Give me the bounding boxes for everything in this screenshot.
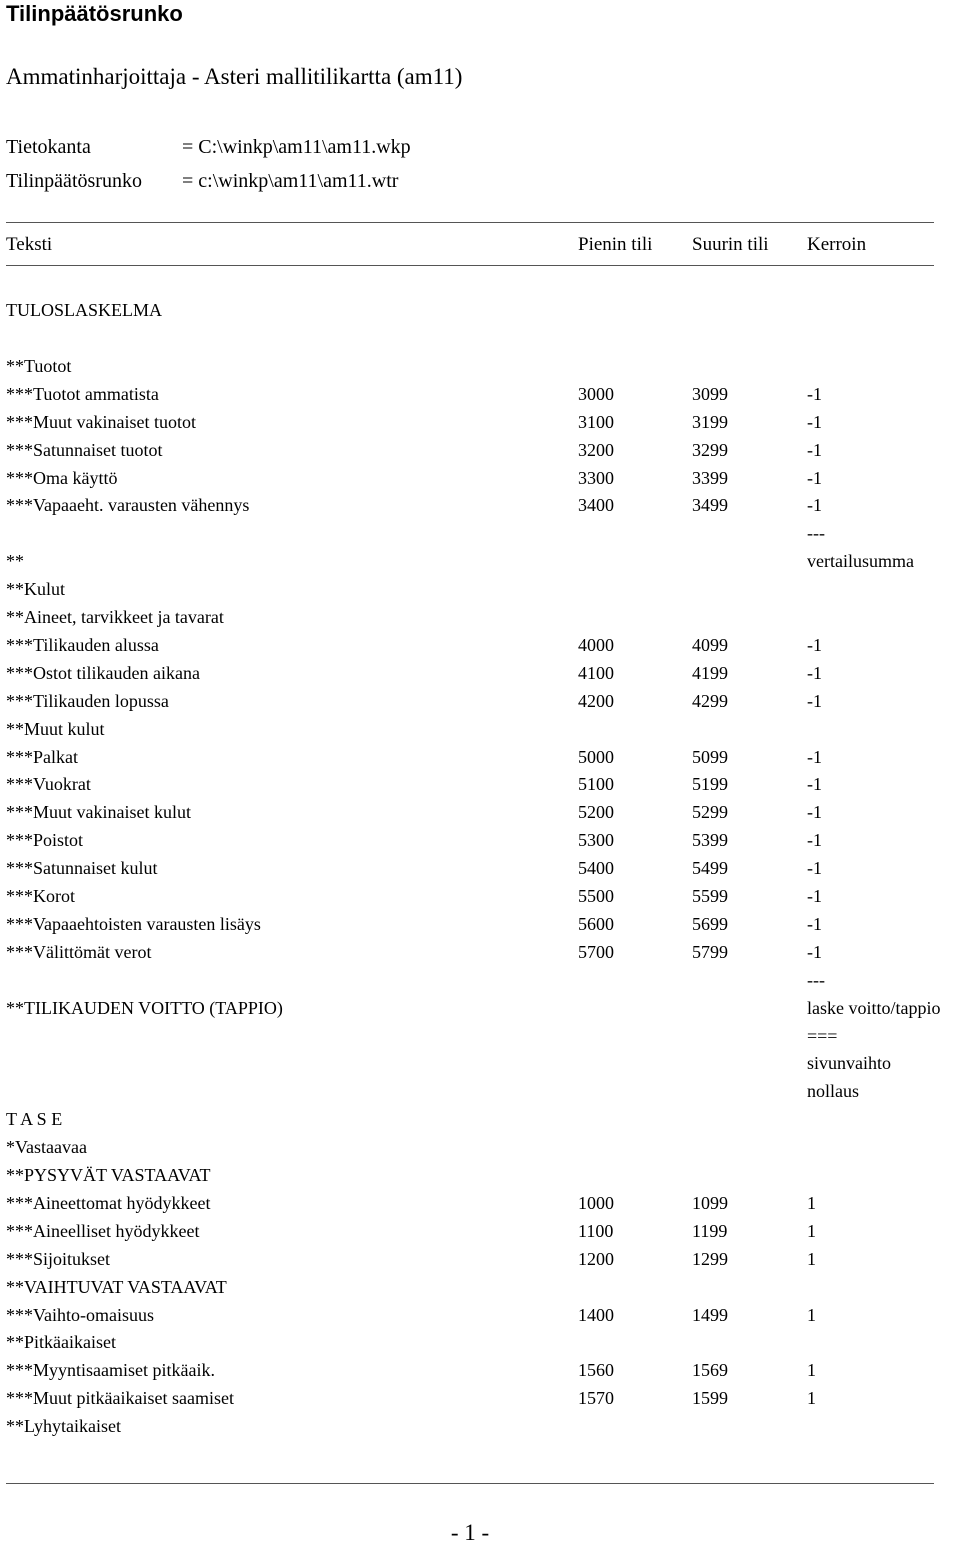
- row-coefficient: laske voitto/tappio: [807, 998, 941, 1018]
- row-coefficient: -1: [807, 942, 822, 962]
- column-header-k: Kerroin: [807, 234, 867, 255]
- row-min-account: 1200: [578, 1249, 614, 1269]
- row-min-account: 1560: [578, 1360, 614, 1380]
- row-min-account: 3200: [578, 440, 614, 460]
- row-text: ***Aineettomat hyödykkeet: [6, 1193, 211, 1213]
- account-row: [0, 884, 960, 908]
- row-min-account: 5700: [578, 942, 614, 962]
- row-coefficient: ---: [807, 970, 825, 990]
- row-coefficient: nollaus: [807, 1081, 859, 1101]
- row-max-account: 5099: [692, 747, 728, 767]
- row-text: **Tuotot: [6, 356, 72, 376]
- meta-value: = C:\winkp\am11\am11.wkp: [182, 136, 411, 158]
- row-max-account: 1569: [692, 1360, 728, 1380]
- row-min-account: 3100: [578, 412, 614, 432]
- row-text: **Kulut: [6, 579, 66, 599]
- account-row: [0, 689, 960, 713]
- row-coefficient: sivunvaihto: [807, 1053, 891, 1073]
- account-row: [0, 1024, 960, 1048]
- account-row: [0, 1051, 960, 1075]
- row-min-account: 4200: [578, 691, 614, 711]
- row-max-account: 3399: [692, 468, 728, 488]
- row-min-account: 5100: [578, 774, 614, 794]
- account-row: [0, 1191, 960, 1215]
- meta-value: = c:\winkp\am11\am11.wtr: [182, 170, 399, 192]
- row-max-account: 1099: [692, 1193, 728, 1213]
- account-row: [0, 605, 960, 629]
- account-row: [0, 1163, 960, 1187]
- row-max-account: 5399: [692, 830, 728, 850]
- account-row: [0, 968, 960, 992]
- row-max-account: 5199: [692, 774, 728, 794]
- account-row: [0, 577, 960, 601]
- row-max-account: 1299: [692, 1249, 728, 1269]
- row-text: ***Sijoitukset: [6, 1249, 111, 1269]
- row-coefficient: -1: [807, 691, 822, 711]
- account-row: [0, 298, 960, 322]
- account-row: [0, 438, 960, 462]
- account-row: [0, 354, 960, 378]
- row-coefficient: 1: [807, 1193, 816, 1213]
- row-min-account: 3400: [578, 495, 614, 515]
- row-text: *Vastaavaa: [6, 1137, 87, 1157]
- row-text: **Muut kulut: [6, 719, 105, 739]
- account-row: [0, 1386, 960, 1410]
- row-coefficient: -1: [807, 384, 822, 404]
- row-coefficient: -1: [807, 858, 822, 878]
- account-row: [0, 996, 960, 1020]
- row-max-account: 5499: [692, 858, 728, 878]
- account-row: [0, 1275, 960, 1299]
- row-max-account: 3199: [692, 412, 728, 432]
- row-min-account: 3300: [578, 468, 614, 488]
- account-row: [0, 940, 960, 964]
- row-max-account: 3499: [692, 495, 728, 515]
- account-row: [0, 1107, 960, 1131]
- row-text: ***Poistot: [6, 830, 84, 850]
- row-text: ***Oma käyttö: [6, 468, 118, 488]
- row-text: **TILIKAUDEN VOITTO (TAPPIO): [6, 998, 283, 1018]
- document-title: Tilinpäätösrunko: [6, 1, 183, 26]
- row-coefficient: -1: [807, 440, 822, 460]
- row-max-account: 4099: [692, 635, 728, 655]
- row-max-account: 5599: [692, 886, 728, 906]
- row-min-account: 4100: [578, 663, 614, 683]
- row-text: ***Muut pitkäaikaiset saamiset: [6, 1388, 234, 1408]
- account-row: [0, 912, 960, 936]
- account-row: [0, 382, 960, 406]
- row-text: ***Satunnaiset tuotot: [6, 440, 163, 460]
- account-row: [0, 549, 960, 573]
- account-row: [0, 410, 960, 434]
- account-row: [0, 1303, 960, 1327]
- account-row: [0, 717, 960, 741]
- row-max-account: 4299: [692, 691, 728, 711]
- row-text: TULOSLASKELMA: [6, 300, 162, 320]
- account-row: [0, 856, 960, 880]
- row-text: T A S E: [6, 1109, 63, 1129]
- row-min-account: 1570: [578, 1388, 614, 1408]
- row-text: ***Palkat: [6, 747, 78, 767]
- meta-label: Tilinpäätösrunko: [6, 170, 142, 192]
- row-text: ***Myyntisaamiset pitkäaik.: [6, 1360, 215, 1380]
- row-text: **Lyhytaikaiset: [6, 1416, 121, 1436]
- row-coefficient: ---: [807, 523, 825, 543]
- row-min-account: 1100: [578, 1221, 614, 1241]
- row-text: ***Korot: [6, 886, 75, 906]
- account-row: [0, 745, 960, 769]
- row-text: **PYSYVÄT VASTAAVAT: [6, 1165, 211, 1185]
- row-min-account: 5200: [578, 802, 614, 822]
- row-coefficient: -1: [807, 635, 822, 655]
- row-min-account: 5500: [578, 886, 614, 906]
- row-coefficient: -1: [807, 663, 822, 683]
- row-text: **: [6, 551, 24, 571]
- account-row: [0, 1247, 960, 1271]
- row-text: ***Vaihto-omaisuus: [6, 1305, 154, 1325]
- page-number: - 1 -: [450, 1520, 490, 1545]
- row-min-account: 1000: [578, 1193, 614, 1213]
- row-max-account: 3099: [692, 384, 728, 404]
- row-coefficient: ===: [807, 1026, 838, 1046]
- row-max-account: 1499: [692, 1305, 728, 1325]
- account-row: [0, 521, 960, 545]
- row-coefficient: -1: [807, 412, 822, 432]
- row-coefficient: 1: [807, 1388, 816, 1408]
- row-text: **Pitkäaikaiset: [6, 1332, 116, 1352]
- row-coefficient: -1: [807, 747, 822, 767]
- row-text: ***Tilikauden alussa: [6, 635, 159, 655]
- row-coefficient: -1: [807, 468, 822, 488]
- row-min-account: 1400: [578, 1305, 614, 1325]
- row-coefficient: vertailusumma: [807, 551, 914, 571]
- account-row: [0, 633, 960, 657]
- row-text: **Aineet, tarvikkeet ja tavarat: [6, 607, 224, 627]
- row-text: ***Tuotot ammatista: [6, 384, 159, 404]
- account-row: [0, 828, 960, 852]
- account-row: [0, 800, 960, 824]
- row-coefficient: 1: [807, 1360, 816, 1380]
- row-text: ***Vapaaehtoisten varausten lisäys: [6, 914, 261, 934]
- row-coefficient: -1: [807, 495, 822, 515]
- row-max-account: 5699: [692, 914, 728, 934]
- row-min-account: 4000: [578, 635, 614, 655]
- row-coefficient: -1: [807, 914, 822, 934]
- footer-rule: [6, 1483, 934, 1484]
- account-row: [0, 493, 960, 517]
- row-coefficient: 1: [807, 1221, 816, 1241]
- account-row: [0, 1358, 960, 1382]
- row-coefficient: -1: [807, 774, 822, 794]
- account-row: [0, 1414, 960, 1438]
- row-text: ***Ostot tilikauden aikana: [6, 663, 200, 683]
- row-text: ***Tilikauden lopussa: [6, 691, 169, 711]
- row-text: ***Satunnaiset kulut: [6, 858, 158, 878]
- row-text: **VAIHTUVAT VASTAAVAT: [6, 1277, 227, 1297]
- account-row: [0, 1330, 960, 1354]
- account-row: [0, 1219, 960, 1243]
- row-max-account: 1599: [692, 1388, 728, 1408]
- column-header-min: Pienin tili: [578, 234, 653, 255]
- row-max-account: 5799: [692, 942, 728, 962]
- account-row: [0, 661, 960, 685]
- row-coefficient: -1: [807, 886, 822, 906]
- row-min-account: 5400: [578, 858, 614, 878]
- row-coefficient: -1: [807, 802, 822, 822]
- row-text: ***Muut vakinaiset kulut: [6, 802, 191, 822]
- row-text: ***Vuokrat: [6, 774, 91, 794]
- account-row: [0, 772, 960, 796]
- row-text: ***Aineelliset hyödykkeet: [6, 1221, 200, 1241]
- row-coefficient: 1: [807, 1305, 816, 1325]
- document-subtitle: Ammatinharjoittaja - Asteri mallitilikartta (am11): [6, 64, 463, 89]
- row-max-account: 4199: [692, 663, 728, 683]
- column-header-max: Suurin tili: [692, 234, 769, 255]
- header-bottom-rule: [6, 265, 934, 266]
- column-header-row: [0, 233, 960, 257]
- row-coefficient: -1: [807, 830, 822, 850]
- row-text: ***Muut vakinaiset tuotot: [6, 412, 196, 432]
- account-row: [0, 1079, 960, 1103]
- row-min-account: 5600: [578, 914, 614, 934]
- row-max-account: 1199: [692, 1221, 728, 1241]
- row-max-account: 3299: [692, 440, 728, 460]
- account-row: [0, 466, 960, 490]
- row-text: ***Välittömät verot: [6, 942, 152, 962]
- row-text: ***Vapaaeht. varausten vähennys: [6, 495, 250, 515]
- column-header-text: Teksti: [6, 234, 53, 255]
- row-min-account: 5000: [578, 747, 614, 767]
- meta-label: Tietokanta: [6, 136, 91, 158]
- row-min-account: 5300: [578, 830, 614, 850]
- row-max-account: 5299: [692, 802, 728, 822]
- row-min-account: 3000: [578, 384, 614, 404]
- row-coefficient: 1: [807, 1249, 816, 1269]
- header-top-rule: [6, 222, 934, 223]
- account-row: [0, 1135, 960, 1159]
